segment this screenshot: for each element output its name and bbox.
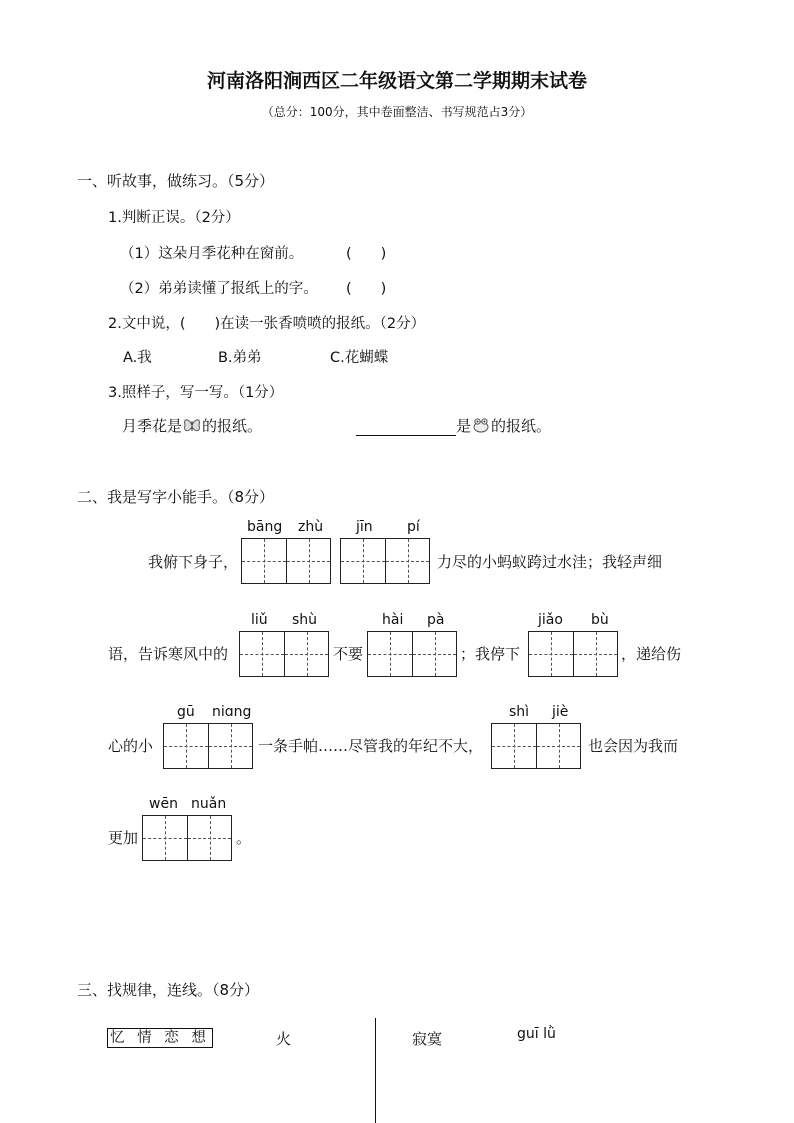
- pinyin-gu: gū: [177, 704, 195, 720]
- q3-example: [122, 415, 262, 436]
- q3-example-prefix: 月季花是: [122, 417, 183, 435]
- s2-line3-text-c: 也会因为我而: [588, 737, 679, 755]
- boxed-chars: [107, 1026, 213, 1047]
- q1-answer-paren-1[interactable]: ( ): [346, 246, 387, 262]
- pinyin-niang: niɑng: [212, 704, 252, 720]
- section1-heading: 一、听故事，做练习。（5分）: [77, 172, 275, 190]
- q2-option-b[interactable]: B.弟弟: [218, 350, 262, 366]
- s2-line2-text-b: 不要: [333, 645, 364, 663]
- pinyin-bang: bāng: [247, 519, 283, 535]
- s2-line3-text-a: 心的小: [108, 737, 154, 755]
- section2-heading: 二、我是写字小能手。（8分）: [77, 488, 275, 506]
- boxed-chars-text: 忆 情 恋 想: [107, 1028, 213, 1048]
- char-grid-haipa[interactable]: [367, 631, 457, 677]
- char-grid-jinpi[interactable]: [340, 538, 430, 584]
- char-grid-bangzhu[interactable]: [241, 538, 331, 584]
- q1-item-2: （2）弟弟读懂了报纸上的字。: [120, 281, 318, 297]
- q3-answer-suffix-2: 的报纸。: [491, 417, 552, 435]
- column-divider: [375, 1018, 376, 1123]
- q1-item-1: （1）这朵月季花种在窗前。: [120, 246, 304, 262]
- char-grid-jiaobu[interactable]: [528, 631, 618, 677]
- q3-label: 3.照样子，写一写。（1分）: [108, 385, 284, 401]
- pinyin-wen: wēn: [149, 796, 178, 812]
- q3-answer: [356, 415, 551, 436]
- q1-label: 1.判断正误。（2分）: [108, 210, 240, 226]
- page-title: 河南洛阳涧西区二年级语文第二学期期末试卷: [206, 70, 587, 92]
- s2-line1-text-a: 我俯下身子，: [148, 553, 239, 571]
- q2-option-a[interactable]: A.我: [123, 350, 152, 366]
- char-grid-shijie[interactable]: [491, 723, 581, 769]
- q3-answer-suffix-1: 是: [456, 417, 472, 435]
- pinyin-pi: pí: [407, 519, 420, 535]
- q3-answer-blank[interactable]: [356, 419, 456, 436]
- s2-line1-text-b: 力尽的小蚂蚁跨过水洼；我轻声细: [437, 553, 663, 571]
- pinyin-shi: shì: [509, 704, 530, 720]
- page-subtitle: （总分：100分，其中卷面整洁、书写规范占3分）: [261, 105, 533, 119]
- q3-example-suffix: 的报纸。: [202, 417, 263, 435]
- pinyin-guilu[interactable]: guī lǜ: [517, 1026, 556, 1042]
- pinyin-zhu: zhù: [298, 519, 324, 535]
- q2-label: 2.文中说，( )在读一张香喷喷的报纸。（2分）: [108, 316, 426, 332]
- char-grid-liushu[interactable]: [239, 631, 329, 677]
- char-grid-guniang[interactable]: [163, 723, 253, 769]
- s2-line4-text-a: 更加: [108, 829, 139, 847]
- s2-line4-text-b: 。: [236, 829, 252, 847]
- pinyin-jie: jiè: [552, 704, 569, 720]
- q2-option-c[interactable]: C.花蝴蝶: [330, 350, 389, 366]
- butterfly-icon: [182, 415, 202, 435]
- s2-line2-text-a: 语，告诉寒风中的: [108, 645, 229, 663]
- section3-heading: 三、找规律，连线。（8分）: [77, 981, 260, 999]
- pinyin-bu: bù: [591, 612, 609, 628]
- s2-line3-text-b: 一条手帕……尽管我的年纪不大，: [258, 737, 484, 755]
- pinyin-jiao: jiǎo: [538, 612, 563, 628]
- pinyin-pa: pà: [427, 612, 445, 628]
- pinyin-nuan: nuǎn: [191, 796, 227, 812]
- pinyin-shu: shù: [292, 612, 318, 628]
- char-fire[interactable]: 火: [276, 1030, 292, 1048]
- s2-line2-text-c: ；我停下: [460, 645, 521, 663]
- s2-line2-text-d: ，递给伤: [621, 645, 682, 663]
- pinyin-jin: jīn: [356, 519, 373, 535]
- pinyin-hai: hài: [382, 612, 404, 628]
- word-lonely[interactable]: 寂寞: [412, 1030, 443, 1048]
- frog-icon: [471, 415, 491, 435]
- char-grid-wennuan[interactable]: [142, 815, 232, 861]
- q1-answer-paren-2[interactable]: ( ): [346, 281, 387, 297]
- pinyin-liu: liǔ: [251, 612, 268, 628]
